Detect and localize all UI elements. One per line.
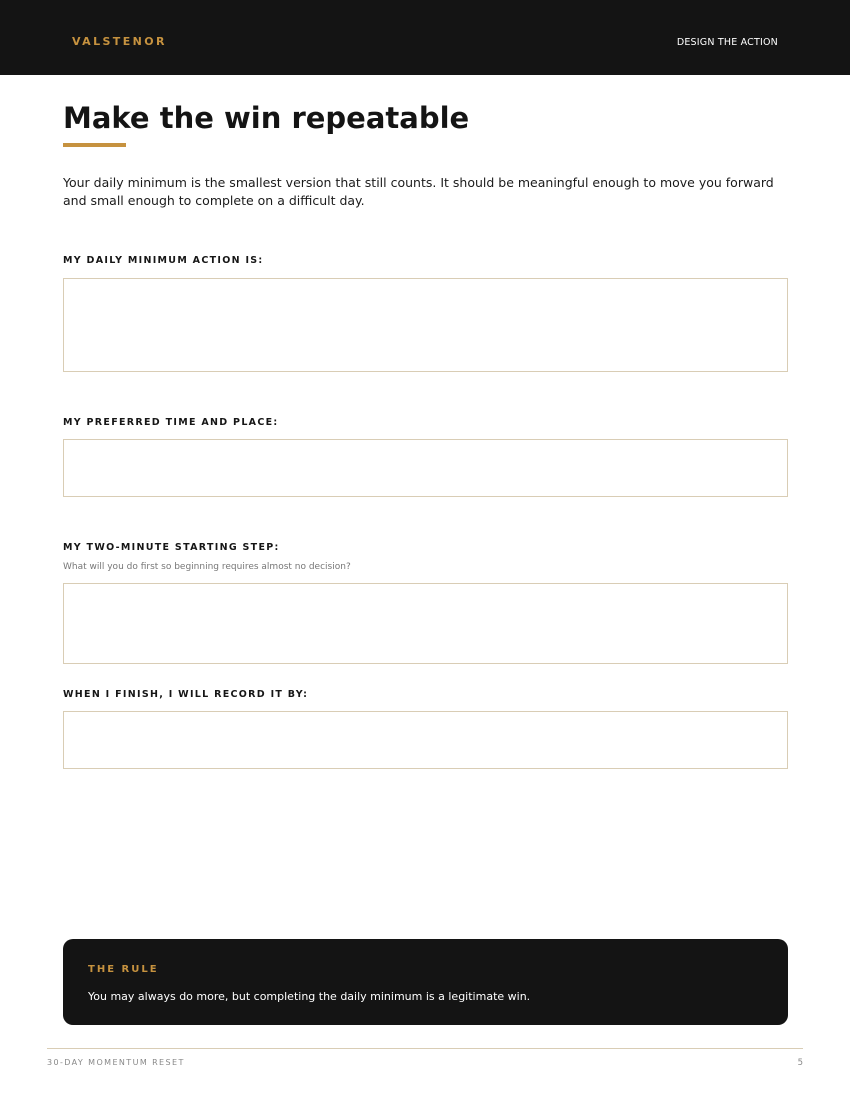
rule-text: You may always do more, but completing the daily minimum is a legitimate win. — [88, 990, 531, 1003]
footer-divider — [47, 1048, 803, 1049]
section-tag: DESIGN THE ACTION — [676, 37, 778, 48]
header-bar — [0, 0, 850, 75]
title-underline — [63, 143, 126, 147]
intro-paragraph: Your daily minimum is the smallest version that still counts. It should be meaningful enough to move you forward and small enough to complete on a difficult day. — [63, 175, 774, 208]
daily-minimum-label: MY DAILY MINIMUM ACTION IS: — [63, 255, 264, 266]
record-label: WHEN I FINISH, I WILL RECORD IT BY: — [63, 689, 309, 700]
footer-title: 30-DAY MOMENTUM RESET — [47, 1058, 185, 1067]
time-place-box[interactable] — [63, 439, 788, 497]
page-number: 5 — [797, 1058, 803, 1068]
daily-minimum-box[interactable] — [63, 278, 788, 372]
starting-step-hint: What will you do first so beginning requires almost no decision? — [63, 562, 351, 572]
starting-step-label: MY TWO-MINUTE STARTING STEP: — [63, 542, 280, 553]
starting-step-box[interactable] — [63, 583, 788, 664]
rule-heading: THE RULE — [88, 964, 159, 975]
time-place-label: MY PREFERRED TIME AND PLACE: — [63, 417, 279, 428]
rule-callout — [63, 939, 788, 1025]
brand-name: VALSTENOR — [72, 35, 167, 48]
page-title: Make the win repeatable — [63, 101, 470, 135]
record-box[interactable] — [63, 711, 788, 769]
